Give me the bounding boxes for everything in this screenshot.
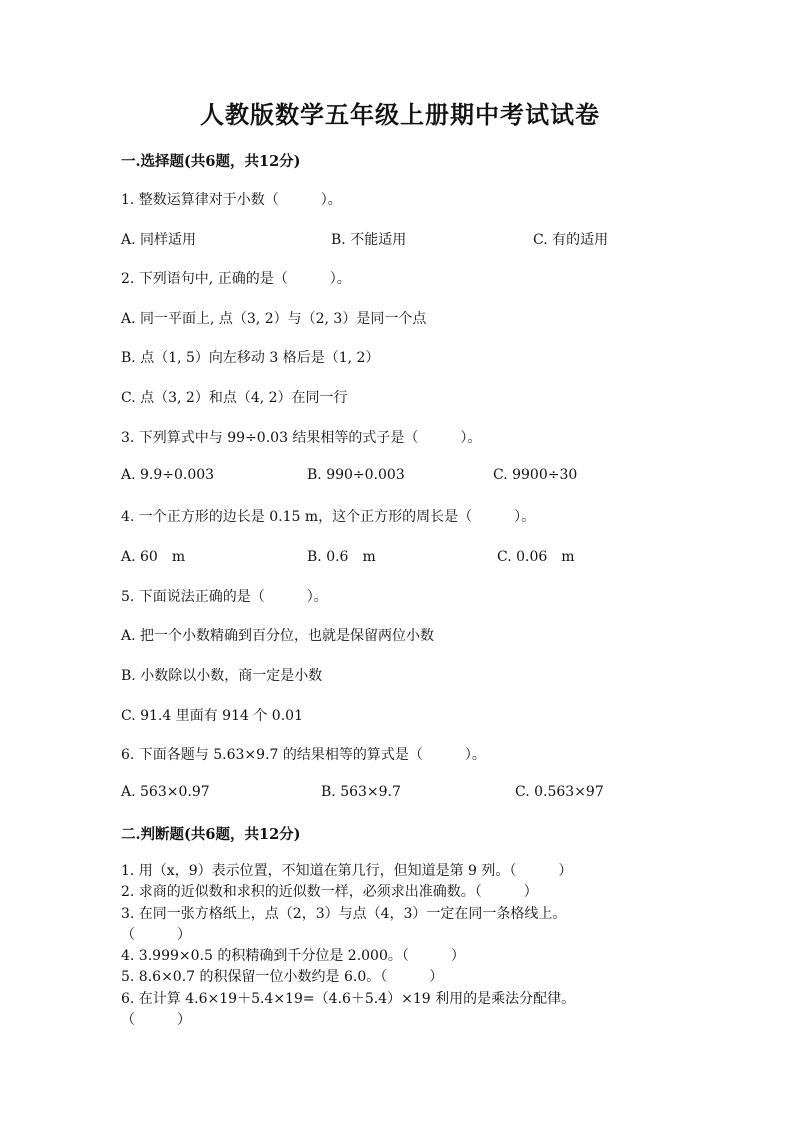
- judgement-item-3: 3. 在同一张方格纸上，点（2，3）与点（4，3）一定在同一条格线上。: [121, 906, 567, 922]
- question-stem-1: 1. 整数运算律对于小数（ ）。: [121, 192, 342, 208]
- question-stem-2: 2. 下列语句中, 正确的是（ ）。: [121, 271, 351, 287]
- judgement-item-2: 2. 求商的近似数和求积的近似数一样，必须求出准确数。（ ）: [121, 884, 538, 900]
- question-3-option-c: C. 9900÷30: [493, 467, 578, 483]
- page-title: 人教版数学五年级上册期中考试试卷: [200, 100, 600, 129]
- question-4-option-b: B. 0.6 m: [307, 549, 376, 565]
- question-6-option-a: A. 563×0.97: [121, 784, 210, 800]
- question-1-option-b: B. 不能适用: [331, 232, 407, 248]
- question-1-option-c: C. 有的适用: [533, 232, 609, 248]
- judgement-item-3-blank: （ ）: [121, 927, 191, 943]
- question-4-option-a: A. 60 m: [121, 549, 186, 565]
- question-stem-6: 6. 下面各题与 5.63×9.7 的结果相等的算式是（ ）。: [121, 747, 486, 763]
- judgement-item-5: 5. 8.6×0.7 的积保留一位小数约是 6.0。（ ）: [121, 969, 444, 985]
- section-heading-choice: 一.选择题(共6题，共12分): [121, 153, 301, 170]
- judgement-item-6: 6. 在计算 4.6×19＋5.4×19=（4.6＋5.4）×19 利用的是乘法分配律。: [121, 991, 576, 1007]
- judgement-item-4: 4. 3.999×0.5 的积精确到千分位是 2.000。（ ）: [121, 948, 465, 964]
- question-stem-4: 4. 一个正方形的边长是 0.15 m，这个正方形的周长是（ ）。: [121, 509, 536, 525]
- question-2-option-c: C. 点（3, 2）和点（4, 2）在同一行: [121, 390, 348, 406]
- question-stem-3: 3. 下列算式中与 99÷0.03 结果相等的式子是（ ）。: [121, 430, 482, 446]
- question-3-option-a: A. 9.9÷0.003: [121, 467, 215, 483]
- question-5-option-a: A. 把一个小数精确到百分位，也就是保留两位小数: [121, 628, 435, 644]
- judgement-item-6-blank: （ ）: [121, 1012, 191, 1028]
- question-5-option-b: B. 小数除以小数，商一定是小数: [121, 668, 323, 684]
- question-6-option-b: B. 563×9.7: [321, 784, 401, 800]
- question-3-option-b: B. 990÷0.003: [307, 467, 405, 483]
- question-6-option-c: C. 0.563×97: [515, 784, 604, 800]
- question-stem-5: 5. 下面说法正确的是（ ）。: [121, 589, 328, 605]
- question-2-option-a: A. 同一平面上, 点（3, 2）与（2, 3）是同一个点: [121, 311, 427, 327]
- section-heading-judgement: 二.判断题(共6题，共12分): [121, 826, 301, 843]
- judgement-item-1: 1. 用（x，9）表示位置，不知道在第几行，但知道是第 9 列。（ ）: [121, 863, 573, 879]
- question-4-option-c: C. 0.06 m: [497, 549, 575, 565]
- question-2-option-b: B. 点（1, 5）向左移动 3 格后是（1, 2）: [121, 350, 380, 366]
- question-1-option-a: A. 同样适用: [121, 232, 197, 248]
- question-5-option-c: C. 91.4 里面有 914 个 0.01: [121, 708, 303, 724]
